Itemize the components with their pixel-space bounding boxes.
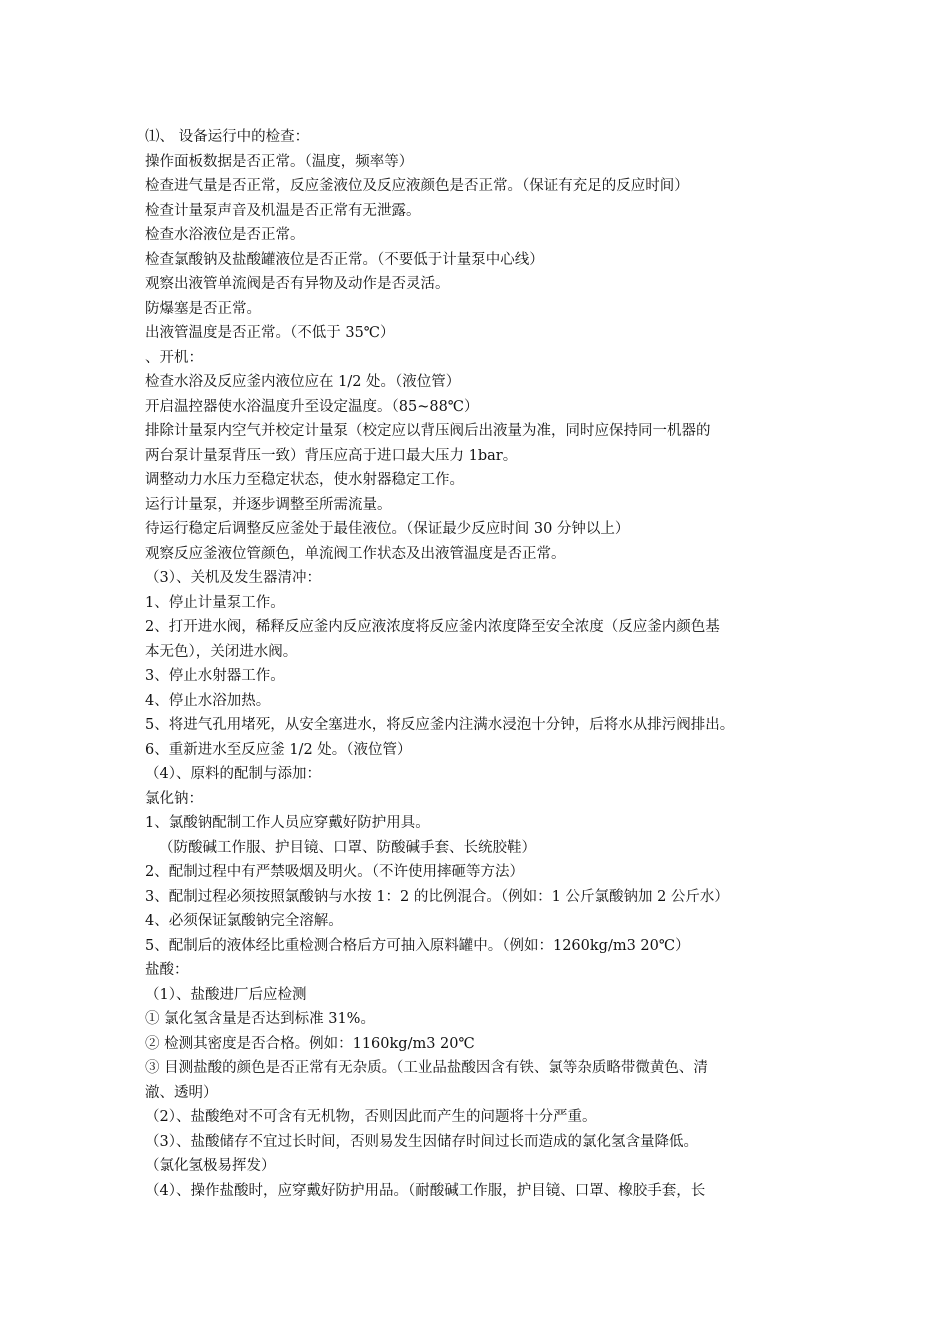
text-line: 防爆塞是否正常。 — [145, 300, 261, 317]
text-line: 本无色），关闭进水阀。 — [145, 643, 298, 660]
text-line: 3、配制过程必须按照氯酸钠与水按 1：2 的比例混合。（例如：1 公斤氯酸钠加 2 公斤水） — [145, 888, 729, 905]
text-line: （1）、盐酸进厂后应检测 — [145, 986, 307, 1003]
text-line: 2、配制过程中有严禁吸烟及明火。（不许使用摔砸等方法） — [145, 864, 524, 880]
text-line: 4、停止水浴加热。 — [145, 692, 271, 709]
text-line: 盐酸： — [145, 962, 189, 978]
text-line: 检查氯酸钠及盐酸罐液位是否正常。（不要低于计量泵中心线） — [145, 251, 544, 268]
text-line: ③ 目测盐酸的颜色是否正常有无杂质。（工业品盐酸因含有铁、氯等杂质略带微黄色、清 — [145, 1060, 708, 1076]
text-line: 开启温控器使水浴温度升至设定温度。（85~88℃） — [145, 398, 479, 415]
text-line: 4、必须保证氯酸钠完全溶解。 — [145, 913, 343, 929]
text-line: 检查进气量是否正常，反应釜液位及反应液颜色是否正常。（保证有充足的反应时间） — [145, 178, 689, 194]
text-line: 检查水浴及反应釜内液位应在 1/2 处。（液位管） — [145, 374, 461, 390]
section-heading: （4）、原料的配制与添加： — [145, 766, 321, 782]
text-line: 5、将进气孔用堵死，从安全塞进水，将反应釜内注满水浸泡十分钟，后将水从排污阀排出。 — [145, 717, 735, 733]
text-line: （防酸碱工作服、护目镜、口罩、防酸碱手套、长统胶鞋） — [159, 839, 536, 856]
text-line: （氯化氢极易挥发） — [145, 1158, 276, 1174]
text-line: 3、停止水射器工作。 — [145, 668, 285, 684]
text-line: 6、重新进水至反应釜 1/2 处。（液位管） — [145, 741, 412, 758]
text-line: ② 检测其密度是否合格。例如：1160kg/m3 20℃ — [145, 1035, 475, 1052]
text-line: （3）、盐酸储存不宜过长时间，否则易发生因储存时间过长而造成的氯化氢含量降低。 — [145, 1133, 698, 1150]
section-heading: （3）、关机及发生器清冲： — [145, 570, 321, 586]
document-body — [145, 125, 825, 1203]
text-line: 氯化钠： — [145, 790, 203, 807]
text-line: 调整动力水压力至稳定状态，使水射器稳定工作。 — [145, 472, 464, 488]
text-line: 观察出液管单流阀是否有异物及动作是否灵活。 — [145, 276, 450, 292]
text-line: （4）、操作盐酸时，应穿戴好防护用品。（耐酸碱工作服，护目镜、口罩、橡胶手套，长 — [145, 1182, 706, 1199]
text-line: 1、停止计量泵工作。 — [145, 594, 285, 611]
text-line: （2）、盐酸绝对不可含有无机物，否则因此而产生的问题将十分严重。 — [145, 1109, 597, 1125]
text-line: 5、配制后的液体经比重检测合格后方可抽入原料罐中。（例如：1260kg/m3 20℃） — [145, 937, 690, 954]
text-line: 2、打开进水阀，稀释反应釜内反应液浓度将反应釜内浓度降至安全浓度（反应釜内颜色基 — [145, 619, 720, 635]
text-line: 澈、透明） — [145, 1084, 218, 1101]
text-line: 两台泵计量泵背压一致）背压应高于进口最大压力 1bar。 — [145, 447, 518, 464]
text-line: 排除计量泵内空气并校定计量泵（校定应以背压阀后出液量为准，同时应保持同一机器的 — [145, 423, 711, 439]
text-line: 1、氯酸钠配制工作人员应穿戴好防护用具。 — [145, 815, 430, 831]
text-line: 检查计量泵声音及机温是否正常有无泄露。 — [145, 202, 421, 219]
section-heading: 、开机： — [145, 349, 203, 366]
text-line: 操作面板数据是否正常。（温度，频率等） — [145, 153, 414, 170]
text-line: ① 氯化氢含量是否达到标准 31%。 — [145, 1011, 375, 1027]
text-line: 出液管温度是否正常。（不低于 35℃） — [145, 325, 395, 341]
text-line: 待运行稳定后调整反应釜处于最佳液位。（保证最少反应时间 30 分钟以上） — [145, 521, 630, 537]
text-line: 运行计量泵，并逐步调整至所需流量。 — [145, 496, 392, 513]
text-line: ⑴、 设备运行中的检查： — [145, 129, 310, 145]
text-line: 观察反应釜液位管颜色，单流阀工作状态及出液管温度是否正常。 — [145, 545, 566, 562]
text-line: 检查水浴液位是否正常。 — [145, 227, 305, 243]
